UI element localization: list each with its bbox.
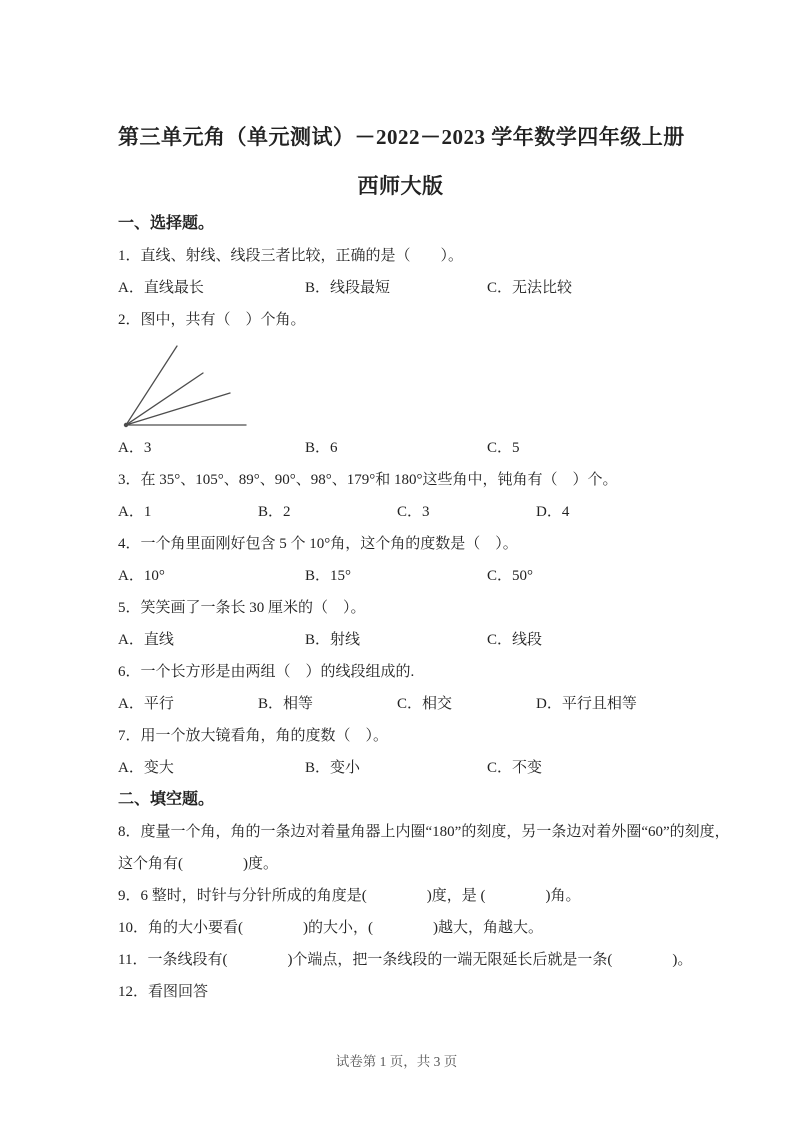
section-fill-heading: 二、填空题。 [118, 791, 215, 808]
question-6-option-a: A．平行 [118, 696, 174, 712]
page-footer: 试卷第 1 页，共 3 页 [335, 1054, 458, 1069]
question-2-figure-area [118, 336, 683, 432]
question-5-option-c: C．线段 [487, 632, 543, 648]
question-7-option-a: A．变大 [118, 760, 174, 776]
question-10-text: 10．角的大小要看( )的大小，( )越大，角越大。 [118, 920, 543, 936]
question-4-option-a: A．10° [118, 568, 165, 584]
question-12-text: 12．看图回答 [118, 984, 209, 1000]
question-5-options [118, 624, 683, 656]
document-title-line1: 第三单元角（单元测试）－2022－2023 学年数学四年级上册 [118, 125, 685, 149]
ray-low [126, 393, 230, 425]
question-1-option-b: B．线段最短 [305, 280, 391, 296]
question-4-option-c: C．50° [487, 568, 534, 584]
question-11-text: 11．一条线段有( )个端点，把一条线段的一端无限延长后就是一条( )。 [118, 952, 693, 968]
section-choice-heading: 一、选择题。 [118, 215, 215, 232]
question-2-option-b: B．6 [305, 440, 338, 456]
question-3-option-b: B．2 [258, 504, 291, 520]
question-3-option-d: D．4 [536, 504, 570, 520]
question-2-options [118, 432, 683, 464]
question-5-option-a: A．直线 [118, 632, 174, 648]
question-3-options [118, 496, 683, 528]
question-7-options [118, 752, 683, 784]
angle-rays-figure [119, 337, 269, 433]
question-1-option-a: A．直线最长 [118, 280, 204, 296]
question-1-option-c: C．无法比较 [487, 280, 573, 296]
question-6-option-d: D．平行且相等 [536, 696, 637, 712]
question-3-option-a: A．1 [118, 504, 152, 520]
vertex-dot [124, 423, 128, 427]
question-6-options [118, 688, 683, 720]
question-5-option-b: B．射线 [305, 632, 361, 648]
question-8-text-line2: 这个角有( )度。 [118, 856, 278, 872]
ray-steep [126, 346, 177, 425]
question-2-option-a: A．3 [118, 440, 152, 456]
angle-rays-group [126, 346, 246, 425]
question-7-text: 7．用一个放大镜看角，角的度数（ ）。 [118, 728, 389, 744]
ray-mid [126, 373, 203, 425]
question-7-option-b: B．变小 [305, 760, 361, 776]
question-8-text-line1: 8．度量一个角，角的一条边对着量角器上内圈“180”的刻度，另一条边对着外圈“60”的刻度， [118, 824, 730, 840]
question-6-option-b: B．相等 [258, 696, 314, 712]
question-7-option-c: C．不变 [487, 760, 543, 776]
question-3-option-c: C．3 [397, 504, 430, 520]
question-6-text: 6．一个长方形是由两组（ ）的线段组成的. [118, 664, 415, 680]
question-3-text: 3．在 35°、105°、89°、90°、98°、179°和 180°这些角中，钝角有（ ）个。 [118, 472, 618, 488]
question-2-text: 2．图中，共有（ ）个角。 [118, 312, 306, 328]
question-4-option-b: B．15° [305, 568, 352, 584]
question-1-text: 1．直线、射线、线段三者比较，正确的是（ ）。 [118, 248, 464, 264]
document-title-line2: 西师大版 [357, 174, 444, 198]
question-2-option-c: C．5 [487, 440, 520, 456]
question-6-option-c: C．相交 [397, 696, 453, 712]
question-1-options [118, 272, 683, 304]
question-4-text: 4．一个角里面刚好包含 5 个 10°角，这个角的度数是（ ）。 [118, 536, 518, 552]
question-5-text: 5．笑笑画了一条长 30 厘米的（ ）。 [118, 600, 366, 616]
question-4-options [118, 560, 683, 592]
question-9-text: 9．6 整时，时针与分针所成的角度是( )度，是 ( )角。 [118, 888, 581, 904]
